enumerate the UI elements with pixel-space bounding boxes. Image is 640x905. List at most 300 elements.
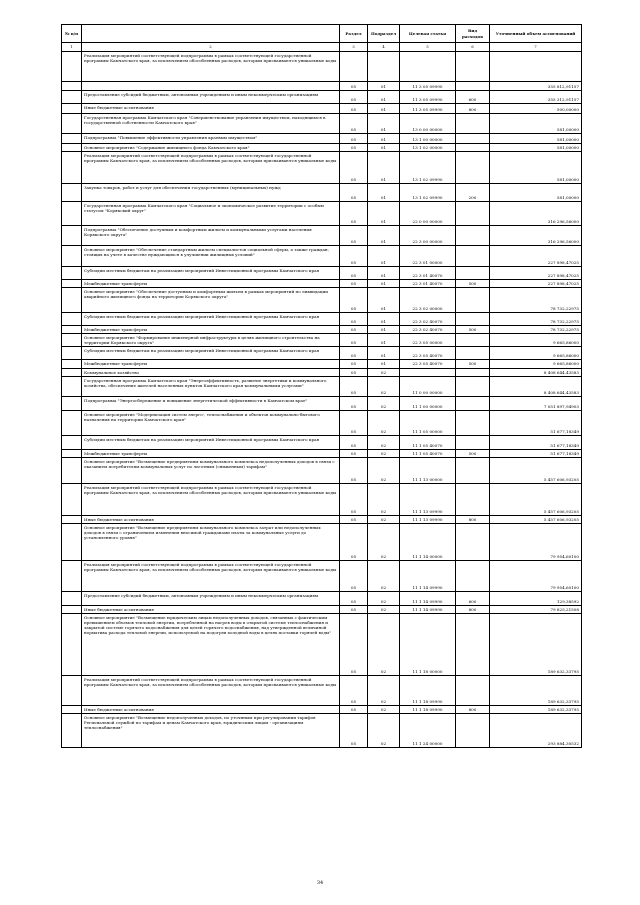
row-section-cell: 05 xyxy=(340,280,368,288)
row-subsection-cell: 01 xyxy=(368,152,400,184)
row-amount-cell: 8 408 644,43583 xyxy=(490,368,582,376)
page-number: 34 xyxy=(316,880,324,886)
row-name-cell: Государственная программа Камчатского края "Социальное и экономическое развитие территории с особым статусом "Корякский округ" xyxy=(82,202,340,226)
row-name-cell: Межбюджетные трансферты xyxy=(82,360,340,368)
row-amount-cell: 500,00000 xyxy=(490,104,582,114)
row-num-cell xyxy=(62,376,82,396)
row-num-cell xyxy=(62,591,82,605)
header-section: Раздел xyxy=(340,25,368,43)
row-name-cell: Межбюджетные трансферты xyxy=(82,326,340,334)
row-target-cell: 11 3 05 09990 xyxy=(400,104,456,114)
row-num-cell xyxy=(62,560,82,591)
row-num-cell xyxy=(62,347,82,360)
row-subsection-cell: 02 xyxy=(368,435,400,449)
row-section-cell: 05 xyxy=(340,202,368,226)
table-row xyxy=(62,134,582,144)
table-row xyxy=(62,226,582,246)
row-amount-cell: 227 898,47025 xyxy=(490,246,582,267)
table-row xyxy=(62,267,582,280)
row-target-cell: 22 3 02 40070 xyxy=(400,326,456,334)
table-row xyxy=(62,376,582,396)
row-amount-cell: 8 408 644,43583 xyxy=(490,376,582,396)
row-expense-type-cell xyxy=(456,288,490,313)
table-row xyxy=(62,246,582,267)
row-section-cell: 05 xyxy=(340,104,368,114)
row-amount-cell: 5 457 606,93205 xyxy=(490,515,582,523)
header-target: Целевая статья xyxy=(400,25,456,43)
row-expense-type-cell xyxy=(456,52,490,82)
row-target-cell: 22 3 02 40070 xyxy=(400,313,456,326)
row-section-cell: 05 xyxy=(340,675,368,705)
table-row xyxy=(62,705,582,713)
row-amount-cell: 9 665,86000 xyxy=(490,360,582,368)
row-name-cell: Подпрограмма "Энергосбережение и повышение энергетической эффективности в Камчатском крае" xyxy=(82,396,340,410)
row-name-cell: Основное мероприятие "Формирование инженерной инфраструктуры в целях жилищного строительства на территории Корякского округа" xyxy=(82,334,340,347)
row-name-cell: Коммунальное хозяйство xyxy=(82,368,340,376)
row-section-cell: 05 xyxy=(340,515,368,523)
row-amount-cell: 78 732,22975 xyxy=(490,326,582,334)
row-section-cell xyxy=(340,52,368,82)
row-name-cell: Основное мероприятие "Обеспечение стандартным жильем специалистов социальной сферы, а также граждан, стоящих на учете в качестве нуждающихся в улучшении жилищных условий" xyxy=(82,246,340,267)
table-row xyxy=(62,334,582,347)
row-expense-type-cell: 800 xyxy=(456,705,490,713)
row-target-cell: 11 1 05 00000 xyxy=(400,410,456,435)
row-target-cell: 22 3 05 40070 xyxy=(400,347,456,360)
row-name-cell: Реализация мероприятий соответствующей подпрограммы в рамках соответствующей государственной программы Камчатского края, за исключением обособленных расходов, которым присваиваются уникальные коды xyxy=(82,483,340,515)
row-name-cell: Межбюджетные трансферты xyxy=(82,280,340,288)
row-name-cell: Основное мероприятие "Содержание жилищного фонда Камчатского края" xyxy=(82,144,340,152)
table-row xyxy=(62,560,582,591)
row-name-cell: Субсидии местным бюджетам на реализацию мероприятий Инвестиционной программы Камчатского края xyxy=(82,267,340,280)
budget-table xyxy=(61,24,582,748)
row-expense-type-cell xyxy=(456,347,490,360)
row-target-cell: 22 3 05 40070 xyxy=(400,360,456,368)
row-target-cell: 22 3 01 00000 xyxy=(400,246,456,267)
header-expense-type: Вид расходов xyxy=(456,25,490,43)
row-name-cell xyxy=(82,82,340,91)
row-section-cell: 05 xyxy=(340,705,368,713)
row-section-cell: 05 xyxy=(340,360,368,368)
row-target-cell: 11 1 18 09990 xyxy=(400,705,456,713)
row-section-cell: 05 xyxy=(340,523,368,560)
table-row xyxy=(62,714,582,748)
row-subsection-cell: 02 xyxy=(368,483,400,515)
row-expense-type-cell xyxy=(456,523,490,560)
table-row xyxy=(62,675,582,705)
row-name-cell: Реализация мероприятий соответствующей подпрограммы в рамках соответствующей государственной программы Камчатского края, за исключением обособленных расходов, которым присваиваются уникальные коды xyxy=(82,675,340,705)
row-num-cell xyxy=(62,91,82,104)
row-amount-cell: 293 884,30532 xyxy=(490,714,582,748)
row-expense-type-cell: 800 xyxy=(456,605,490,613)
row-subsection-cell: 02 xyxy=(368,591,400,605)
row-subsection-cell: 01 xyxy=(368,144,400,152)
row-section-cell: 05 xyxy=(340,144,368,152)
row-subsection-cell: 02 xyxy=(368,449,400,457)
row-num-cell xyxy=(62,184,82,202)
header-num: № п/п xyxy=(62,25,82,43)
row-name-cell: Реализация мероприятий соответствующей подпрограммы в рамках соответствующей государственной программы Камчатского края, за исключением обособленных расходов, которым присваиваются уникальные коды xyxy=(82,52,340,82)
row-subsection-cell: 01 xyxy=(368,91,400,104)
column-index: 6 xyxy=(456,43,490,52)
row-target-cell: 13 1 00 00000 xyxy=(400,134,456,144)
row-subsection-cell: 01 xyxy=(368,202,400,226)
row-num-cell xyxy=(62,114,82,134)
row-num-cell xyxy=(62,483,82,515)
header-subsection: Подраздел xyxy=(368,25,400,43)
row-target-cell: 11 1 13 09990 xyxy=(400,515,456,523)
column-index: 2 xyxy=(82,43,340,52)
table-row xyxy=(62,360,582,368)
table-row xyxy=(62,184,582,202)
row-amount-cell: 581,00000 xyxy=(490,134,582,144)
row-subsection-cell: 02 xyxy=(368,376,400,396)
row-subsection-cell: 02 xyxy=(368,560,400,591)
row-target-cell: 22 0 00 00000 xyxy=(400,202,456,226)
row-target-cell: 11 1 13 00000 xyxy=(400,457,456,483)
row-section-cell: 05 xyxy=(340,184,368,202)
row-section-cell: 05 xyxy=(340,347,368,360)
table-row xyxy=(62,104,582,114)
table-row xyxy=(62,410,582,435)
row-expense-type-cell xyxy=(456,226,490,246)
row-target-cell: 13 1 02 09990 xyxy=(400,184,456,202)
table-row xyxy=(62,288,582,313)
row-expense-type-cell xyxy=(456,144,490,152)
table-row xyxy=(62,435,582,449)
row-subsection-cell: 01 xyxy=(368,184,400,202)
table-row xyxy=(62,613,582,675)
row-num-cell xyxy=(62,435,82,449)
row-amount-cell: 227 898,47025 xyxy=(490,267,582,280)
row-expense-type-cell: 500 xyxy=(456,449,490,457)
row-section-cell: 05 xyxy=(340,560,368,591)
row-amount-cell: 79 825,21508 xyxy=(490,605,582,613)
row-subsection-cell: 02 xyxy=(368,515,400,523)
row-amount-cell: 189 632,33795 xyxy=(490,705,582,713)
row-target-cell: 13 0 00 00000 xyxy=(400,114,456,134)
row-section-cell: 05 xyxy=(340,82,368,91)
row-target-cell: 11 3 05 09990 xyxy=(400,91,456,104)
row-subsection-cell: 01 xyxy=(368,360,400,368)
row-num-cell xyxy=(62,334,82,347)
row-num-cell xyxy=(62,523,82,560)
row-num-cell xyxy=(62,288,82,313)
row-num-cell xyxy=(62,605,82,613)
row-subsection-cell: 01 xyxy=(368,280,400,288)
row-expense-type-cell xyxy=(456,114,490,134)
row-section-cell: 05 xyxy=(340,326,368,334)
table-row xyxy=(62,515,582,523)
row-amount-cell: 581,00000 xyxy=(490,152,582,184)
row-expense-type-cell xyxy=(456,435,490,449)
row-subsection-cell: 01 xyxy=(368,313,400,326)
row-section-cell: 05 xyxy=(340,114,368,134)
row-target-cell: 11 1 24 00000 xyxy=(400,714,456,748)
row-expense-type-cell: 500 xyxy=(456,326,490,334)
row-section-cell: 05 xyxy=(340,483,368,515)
row-name-cell: Иные бюджетные ассигнования xyxy=(82,515,340,523)
row-expense-type-cell xyxy=(456,152,490,184)
row-name-cell: Основное мероприятие "Обеспечение доступным и комфортным жильем в рамках мероприятий по ликвидации аварийного жилищного фонда на территории Корякского округа" xyxy=(82,288,340,313)
row-num-cell xyxy=(62,396,82,410)
row-section-cell: 05 xyxy=(340,605,368,613)
row-section-cell: 05 xyxy=(340,714,368,748)
table-row xyxy=(62,280,582,288)
row-amount-cell: 51 677,18349 xyxy=(490,410,582,435)
row-num-cell xyxy=(62,360,82,368)
row-expense-type-cell xyxy=(456,613,490,675)
row-section-cell: 05 xyxy=(340,410,368,435)
row-subsection-cell: 02 xyxy=(368,457,400,483)
row-amount-cell: 581,00000 xyxy=(490,144,582,152)
column-index: 3 xyxy=(340,43,368,52)
row-section-cell: 05 xyxy=(340,334,368,347)
row-subsection-cell: 01 xyxy=(368,288,400,313)
row-expense-type-cell xyxy=(456,560,490,591)
row-expense-type-cell xyxy=(456,313,490,326)
table-row xyxy=(62,591,582,605)
row-num-cell xyxy=(62,82,82,91)
row-amount-cell: 51 677,18349 xyxy=(490,449,582,457)
row-name-cell: Иные бюджетные ассигнования xyxy=(82,605,340,613)
row-subsection-cell: 02 xyxy=(368,368,400,376)
row-target-cell: 11 0 00 00000 xyxy=(400,376,456,396)
row-name-cell: Реализация мероприятий соответствующей подпрограммы в рамках соответствующей государственной программы Камчатского края, за исключением обособленных расходов, которым присваиваются уникальные коды xyxy=(82,560,340,591)
row-expense-type-cell: 600 xyxy=(456,591,490,605)
row-target-cell: 22 3 01 40070 xyxy=(400,280,456,288)
row-section-cell: 05 xyxy=(340,396,368,410)
table-row xyxy=(62,52,582,82)
row-name-cell: Субсидии местным бюджетам на реализацию мероприятий Инвестиционной программы Камчатского края xyxy=(82,435,340,449)
column-index-row xyxy=(62,43,582,52)
table-row xyxy=(62,449,582,457)
row-subsection-cell: 01 xyxy=(368,104,400,114)
table-row xyxy=(62,347,582,360)
table-row xyxy=(62,82,582,91)
row-subsection-cell xyxy=(368,52,400,82)
row-expense-type-cell: 600 xyxy=(456,91,490,104)
table-row xyxy=(62,396,582,410)
table-header-row xyxy=(62,25,582,43)
row-section-cell: 05 xyxy=(340,376,368,396)
row-expense-type-cell: 200 xyxy=(456,184,490,202)
row-amount-cell: 189 632,33795 xyxy=(490,613,582,675)
row-expense-type-cell: 800 xyxy=(456,515,490,523)
row-num-cell xyxy=(62,368,82,376)
row-target-cell: 13 1 02 00000 xyxy=(400,144,456,152)
row-expense-type-cell xyxy=(456,714,490,748)
row-target-cell: 22 3 00 00000 xyxy=(400,226,456,246)
row-target-cell: 11 1 14 09990 xyxy=(400,560,456,591)
row-expense-type-cell xyxy=(456,202,490,226)
row-expense-type-cell: 800 xyxy=(456,104,490,114)
table-row xyxy=(62,114,582,134)
row-target-cell: 11 1 13 09990 xyxy=(400,483,456,515)
row-num-cell xyxy=(62,202,82,226)
row-name-cell: Основное мероприятие "Возмещение предприятиям коммунального комплекса недополученных доходов в связи с оказанием потребителям коммунальных услуг по льготным (сниженным) тарифам" xyxy=(82,457,340,483)
header-name xyxy=(82,25,340,43)
row-target-cell: 11 1 18 00000 xyxy=(400,613,456,675)
row-num-cell xyxy=(62,313,82,326)
row-subsection-cell: 01 xyxy=(368,326,400,334)
row-subsection-cell: 02 xyxy=(368,675,400,705)
row-amount-cell: 129,38592 xyxy=(490,591,582,605)
row-name-cell: Подпрограмма "Обеспечение доступным и комфортным жильем и коммунальными услугами населения Корякского округа" xyxy=(82,226,340,246)
row-subsection-cell: 01 xyxy=(368,226,400,246)
table-row xyxy=(62,313,582,326)
row-subsection-cell: 01 xyxy=(368,267,400,280)
row-name-cell: Иные бюджетные ассигнования xyxy=(82,104,340,114)
row-target-cell: 11 1 05 40070 xyxy=(400,435,456,449)
row-section-cell: 05 xyxy=(340,288,368,313)
row-amount-cell: 227 898,47025 xyxy=(490,280,582,288)
row-num-cell xyxy=(62,104,82,114)
row-target-cell: 13 1 02 09990 xyxy=(400,152,456,184)
row-target-cell: 11 1 05 40070 xyxy=(400,449,456,457)
table-row xyxy=(62,605,582,613)
row-amount-cell: 9 665,86000 xyxy=(490,347,582,360)
row-amount-cell: 581,00000 xyxy=(490,114,582,134)
row-subsection-cell: 01 xyxy=(368,347,400,360)
row-name-cell: Государственная программа Камчатского края "Энергоэффективность, развитие энергетики и коммунального хозяйства, обеспечение жителей населенных пунктов Камчатского края коммунальными услугами" xyxy=(82,376,340,396)
table-row xyxy=(62,152,582,184)
row-section-cell: 05 xyxy=(340,134,368,144)
row-subsection-cell: 01 xyxy=(368,246,400,267)
row-name-cell: Основное мероприятие "Возмещение недополученных доходов, по уточнным при регулировании тарифов Региональной службой по тарифам и ценам Камчатского края, юридическим лицам - организациям теплоснабжения" xyxy=(82,714,340,748)
row-target-cell: 11 1 14 09990 xyxy=(400,605,456,613)
column-index: 4 xyxy=(368,43,400,52)
row-expense-type-cell xyxy=(456,334,490,347)
row-num-cell xyxy=(62,267,82,280)
table-row xyxy=(62,144,582,152)
row-section-cell: 05 xyxy=(340,267,368,280)
row-name-cell: Государственная программа Камчатского края "Совершенствование управления имуществом, находящимся в государственной собственности Камчатского края" xyxy=(82,114,340,134)
table-row xyxy=(62,483,582,515)
row-num-cell xyxy=(62,515,82,523)
row-amount-cell: 78 732,22975 xyxy=(490,313,582,326)
row-name-cell: Подпрограмма "Повышение эффективности управления краевым имуществом" xyxy=(82,134,340,144)
row-name-cell: Предоставление субсидий бюджетным, автономным учреждениям и иным некоммерческим организациям xyxy=(82,91,340,104)
row-expense-type-cell xyxy=(456,82,490,91)
row-name-cell: Межбюджетные трансферты xyxy=(82,449,340,457)
row-target-cell: 11 1 14 09990 xyxy=(400,591,456,605)
row-name-cell: Закупка товаров, работ и услуг для обеспечения государственных (муниципальных) нужд xyxy=(82,184,340,202)
row-num-cell xyxy=(62,410,82,435)
row-num-cell xyxy=(62,226,82,246)
row-amount-cell: 581,00000 xyxy=(490,184,582,202)
row-expense-type-cell xyxy=(456,675,490,705)
row-expense-type-cell xyxy=(456,410,490,435)
row-num-cell xyxy=(62,705,82,713)
row-subsection-cell: 02 xyxy=(368,705,400,713)
row-name-cell: Субсидии местным бюджетам на реализацию мероприятий Инвестиционной программы Камчатского края xyxy=(82,313,340,326)
row-subsection-cell: 02 xyxy=(368,396,400,410)
row-name-cell: Основное мероприятие "Возмещение юридическим лицам недополученных доходов, связанных с фактическим превышением объемов тепловой энергии, потребленной на нагрев воды в открытой системе теплоснабжения и закрытой системе горячего водоснабжения для целей горячего водоснабжения, над утвержденной величиной норматива расхода тепловой энергии, используемой на подогрев холодной воды в целях поставки горячей воды" xyxy=(82,613,340,675)
row-amount-cell xyxy=(490,52,582,82)
row-name-cell: Основное мероприятие "Модернизация систем энерго-, теплоснабжения и объектов коммунально-бытового назначения на территории Камчатского края" xyxy=(82,410,340,435)
table-row xyxy=(62,91,582,104)
row-subsection-cell: 01 xyxy=(368,114,400,134)
row-amount-cell: 78 732,22975 xyxy=(490,288,582,313)
row-section-cell: 05 xyxy=(340,449,368,457)
row-num-cell xyxy=(62,613,82,675)
row-amount-cell: 9 665,86000 xyxy=(490,334,582,347)
row-num-cell xyxy=(62,52,82,82)
row-amount-cell: 355 812,91157 xyxy=(490,82,582,91)
row-subsection-cell: 01 xyxy=(368,134,400,144)
row-section-cell: 05 xyxy=(340,91,368,104)
column-index: 5 xyxy=(400,43,456,52)
table-row xyxy=(62,523,582,560)
row-subsection-cell: 02 xyxy=(368,523,400,560)
row-num-cell xyxy=(62,457,82,483)
row-amount-cell: 316 296,56000 xyxy=(490,226,582,246)
row-num-cell xyxy=(62,144,82,152)
row-amount-cell: 79 954,60100 xyxy=(490,523,582,560)
row-name-cell: Реализация мероприятий соответствующей подпрограммы в рамках соответствующей государственной программы Камчатского края, за исключением обособленных расходов, которым присваиваются уникальные коды xyxy=(82,152,340,184)
row-target-cell: 11 3 05 09990 xyxy=(400,82,456,91)
row-subsection-cell: 01 xyxy=(368,334,400,347)
row-expense-type-cell xyxy=(456,457,490,483)
row-name-cell: Иные бюджетные ассигнования xyxy=(82,705,340,713)
row-num-cell xyxy=(62,152,82,184)
row-expense-type-cell xyxy=(456,368,490,376)
column-index: 1 xyxy=(62,43,82,52)
table-row xyxy=(62,368,582,376)
row-name-cell: Предоставление субсидий бюджетным, автономным учреждениям и иным некоммерческим организациям xyxy=(82,591,340,605)
row-expense-type-cell: 500 xyxy=(456,360,490,368)
row-section-cell: 05 xyxy=(340,457,368,483)
row-target-cell xyxy=(400,368,456,376)
row-subsection-cell: 02 xyxy=(368,613,400,675)
row-amount-cell: 316 296,56000 xyxy=(490,202,582,226)
row-section-cell: 05 xyxy=(340,613,368,675)
row-amount-cell: 7 051 897,94903 xyxy=(490,396,582,410)
row-section-cell: 05 xyxy=(340,368,368,376)
row-target-cell: 11 1 14 00000 xyxy=(400,523,456,560)
row-num-cell xyxy=(62,246,82,267)
row-subsection-cell: 01 xyxy=(368,82,400,91)
row-section-cell: 05 xyxy=(340,313,368,326)
table-row xyxy=(62,326,582,334)
row-num-cell xyxy=(62,280,82,288)
row-num-cell xyxy=(62,675,82,705)
row-amount-cell: 189 632,33795 xyxy=(490,675,582,705)
row-amount-cell: 355 312,91157 xyxy=(490,91,582,104)
table-row xyxy=(62,202,582,226)
row-name-cell: Основное мероприятие "Возмещение предприятиям коммунального комплекса затрат или недополученных доходов в связи с ограничением изменения вносимой гражданами платы за коммунальные услуги до установленного уровня" xyxy=(82,523,340,560)
row-num-cell xyxy=(62,449,82,457)
row-target-cell: 22 3 05 00000 xyxy=(400,334,456,347)
row-target-cell: 22 3 02 00000 xyxy=(400,288,456,313)
row-num-cell xyxy=(62,134,82,144)
row-num-cell xyxy=(62,326,82,334)
row-expense-type-cell xyxy=(456,267,490,280)
row-expense-type-cell xyxy=(456,396,490,410)
row-amount-cell: 51 677,18349 xyxy=(490,435,582,449)
row-expense-type-cell xyxy=(456,246,490,267)
header-amount: Уточненный объем ассигнований xyxy=(490,25,582,43)
row-target-cell xyxy=(400,52,456,82)
row-subsection-cell: 02 xyxy=(368,410,400,435)
row-section-cell: 05 xyxy=(340,152,368,184)
row-amount-cell: 5 457 606,93205 xyxy=(490,457,582,483)
row-expense-type-cell xyxy=(456,376,490,396)
row-target-cell: 22 3 01 40070 xyxy=(400,267,456,280)
row-section-cell: 05 xyxy=(340,591,368,605)
column-index: 7 xyxy=(490,43,582,52)
budget-table-sheet xyxy=(61,24,581,748)
